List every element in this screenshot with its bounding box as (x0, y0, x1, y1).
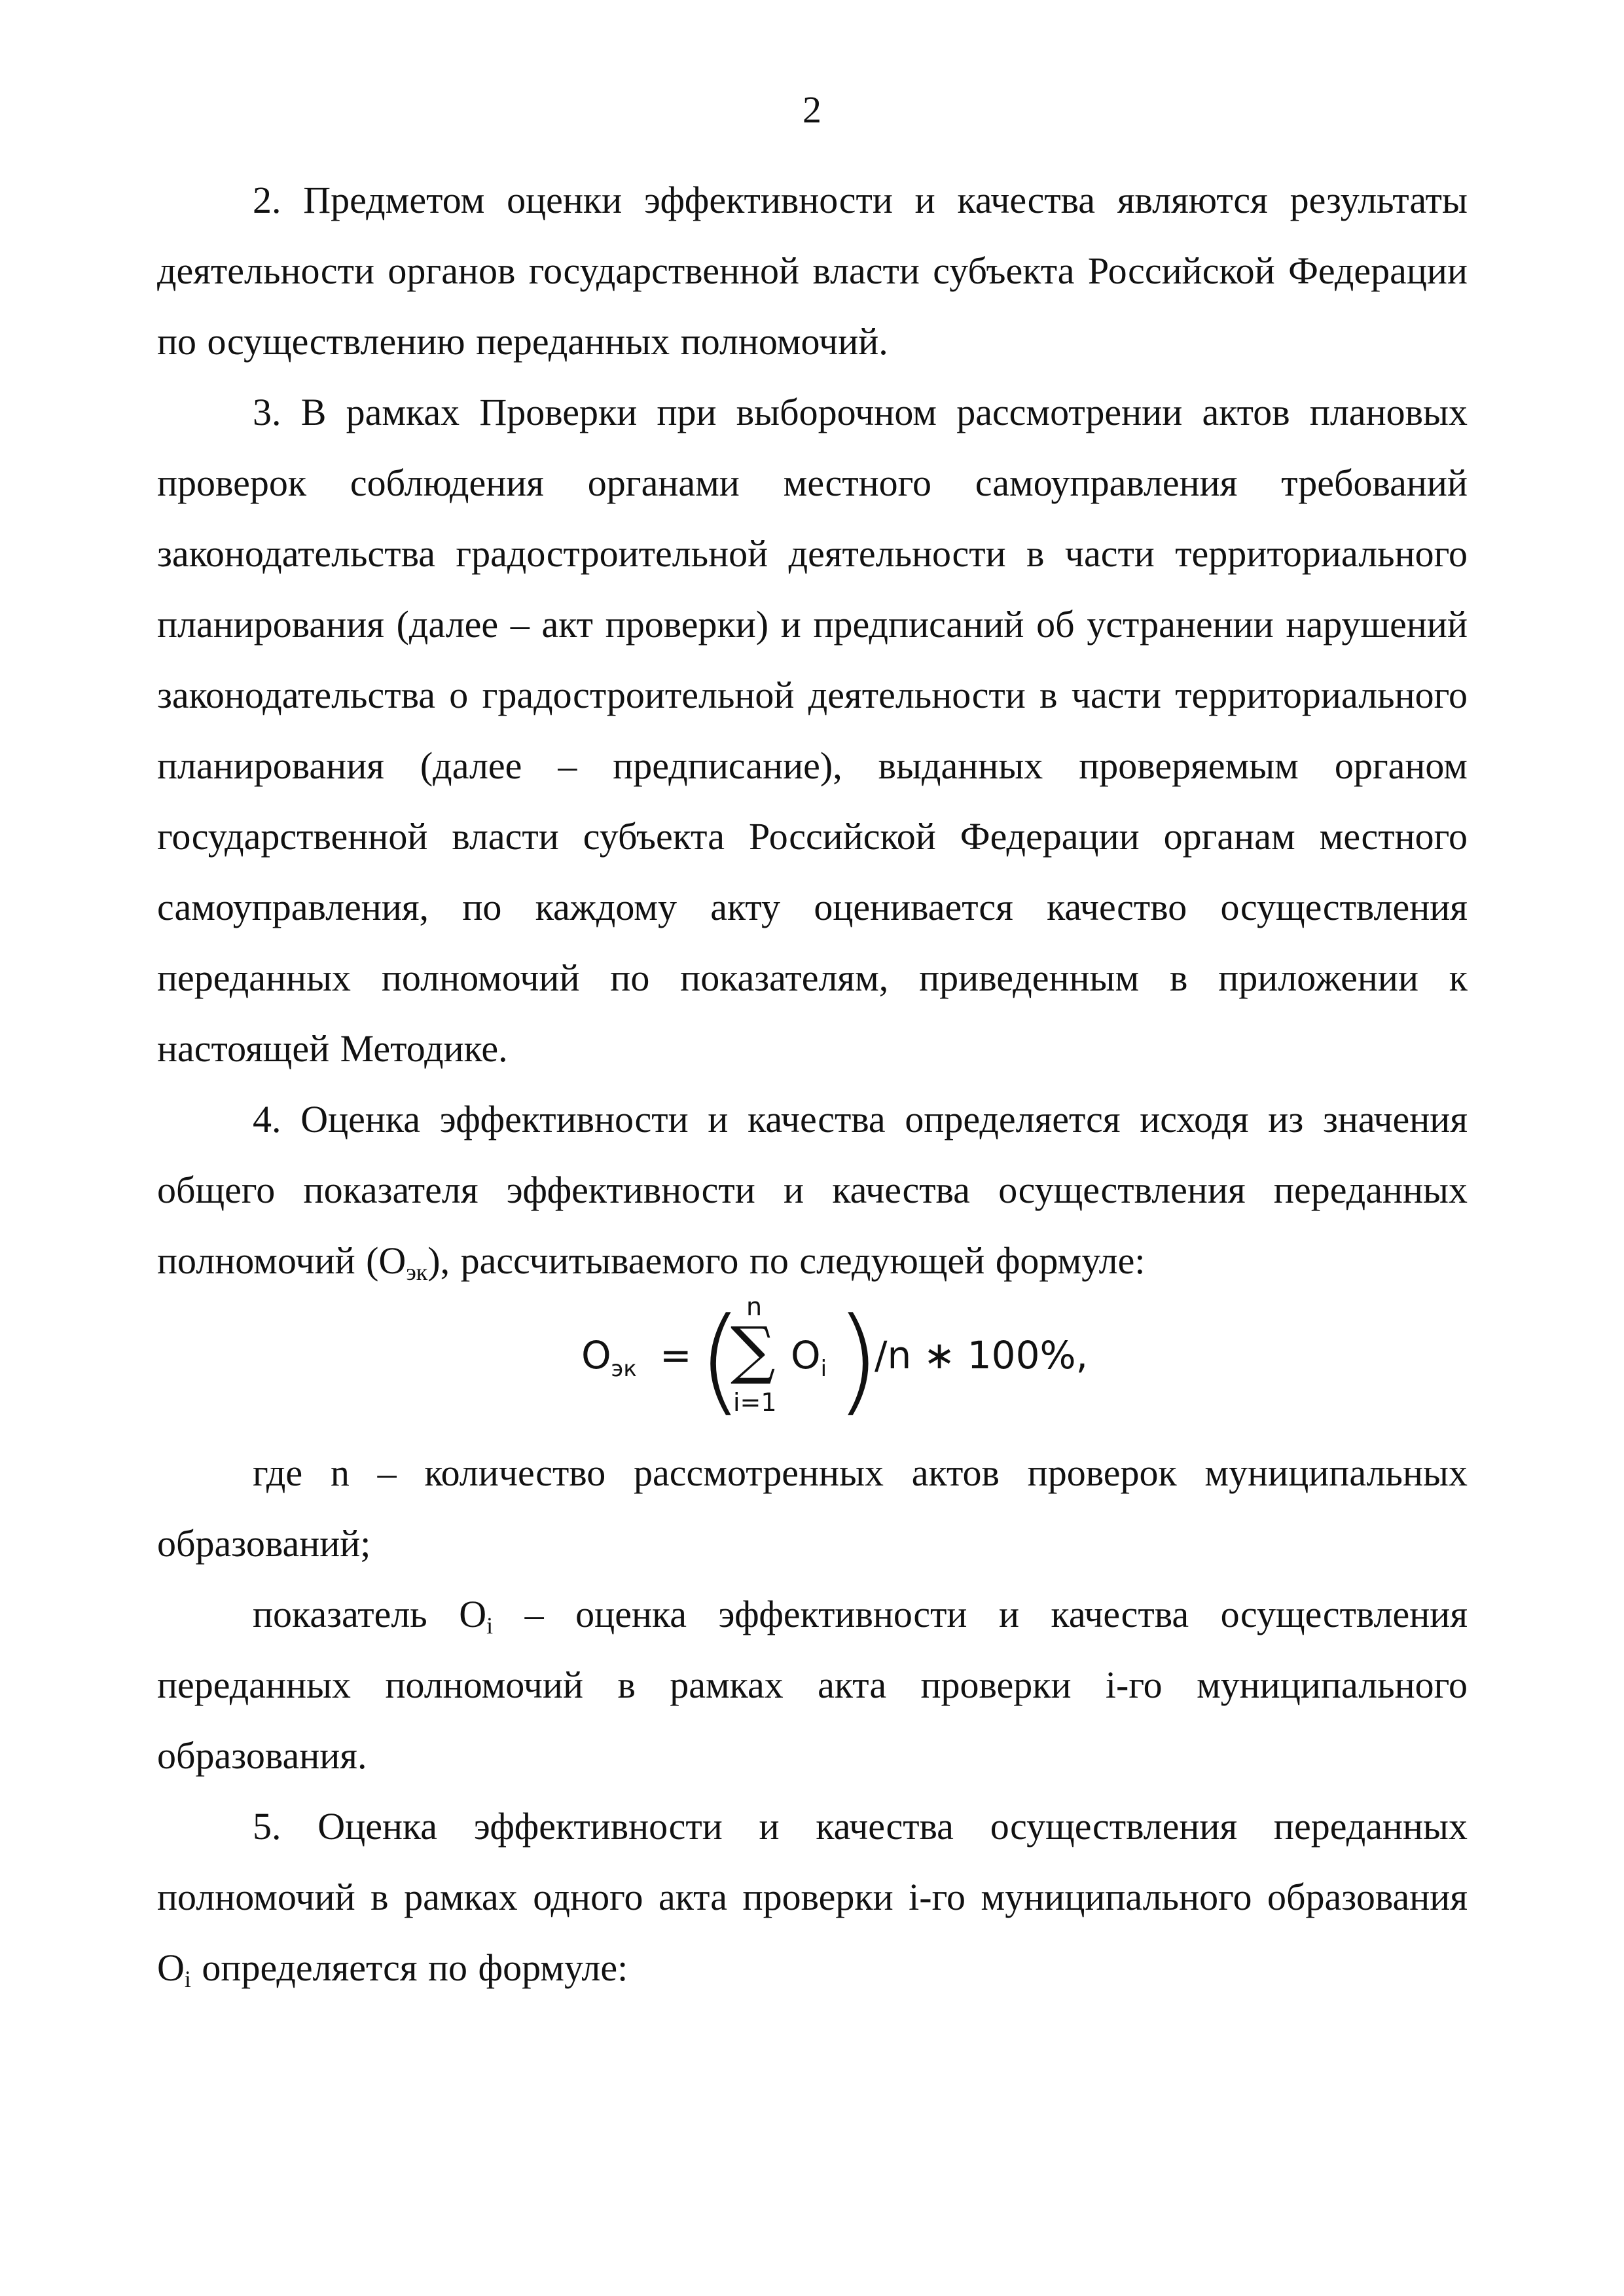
formula-lhs-subscript: эк (611, 1356, 637, 1382)
paragraph-5-text: 5. Оценка эффективности и качества осуществления переданных полномочий в рамках одного акта проверки i-го муниципального образования О (157, 1805, 1468, 1989)
formula-lower-limit: i=1 (733, 1388, 777, 1417)
formula-lhs-letter: О (581, 1333, 611, 1377)
formula-lhs (581, 1333, 637, 1382)
formula-sigma: ∑ (731, 1313, 776, 1387)
paragraph-5 (157, 1791, 1468, 2003)
paragraph-4-text: 4. Оценка эффективности и качества определяется исходя из значения общего показателя эффективности и качества осуществления переданных полномочий (О (157, 1098, 1468, 1282)
paragraph-indicator (157, 1579, 1468, 1791)
paragraph-4 (157, 1084, 1468, 1296)
formula-upper-limit: n (746, 1292, 763, 1321)
paragraph-3: 3. В рамках Проверки при выборочном рассмотрении актов плановых проверок соблюдения органами местного самоуправления требований законодательства градостроительной деятельности в части территориального планирования (далее – акт проверки) и предписаний об устранении нарушений законодательства о градостроительной деятельности в части территориального планирования (далее – предписание), выданных проверяемым органом государственной власти субъекта Российской Федерации органам местного самоуправления, по каждому акту оценивается качество осуществления переданных полномочий по показателям, приведенным в приложении к настоящей Методике. (157, 391, 1468, 1070)
indicator-subscript: i (486, 1613, 494, 1639)
formula-term-subscript: i (820, 1356, 827, 1382)
formula-term (791, 1333, 827, 1382)
indicator-text-end: – оценка эффективности и качества осуществления переданных полномочий в рамках акта проверки i-го муниципального образования. (157, 1593, 1468, 1777)
paragraph-4-subscript: эк (406, 1259, 428, 1285)
paragraph-2: 2. Предметом оценки эффективности и качества являются результаты деятельности органов государственной власти субъекта Российской Федерации по осуществлению переданных полномочий. (157, 179, 1468, 363)
formula-term-letter: О (791, 1333, 821, 1377)
paragraph-5-subscript: i (184, 1966, 191, 1992)
page-number: 2 (803, 88, 821, 131)
formula-tail: /n ∗ 100%, (875, 1333, 1089, 1377)
paragraph-4-end: ), рассчитываемого по следующей формуле: (427, 1239, 1146, 1282)
document-body (157, 165, 1468, 2003)
formula-open-paren: ( (698, 1293, 743, 1427)
paragraph-5-end: определяется по формуле: (190, 1946, 628, 1989)
indicator-text-start: показатель О (253, 1593, 487, 1635)
formula-equals: = (660, 1333, 692, 1377)
paragraph-where-n: где n – количество рассмотренных актов проверок муниципальных образований; (157, 1451, 1468, 1565)
formula-block (157, 1292, 1468, 1438)
formula-close-paren: ) (835, 1293, 880, 1427)
